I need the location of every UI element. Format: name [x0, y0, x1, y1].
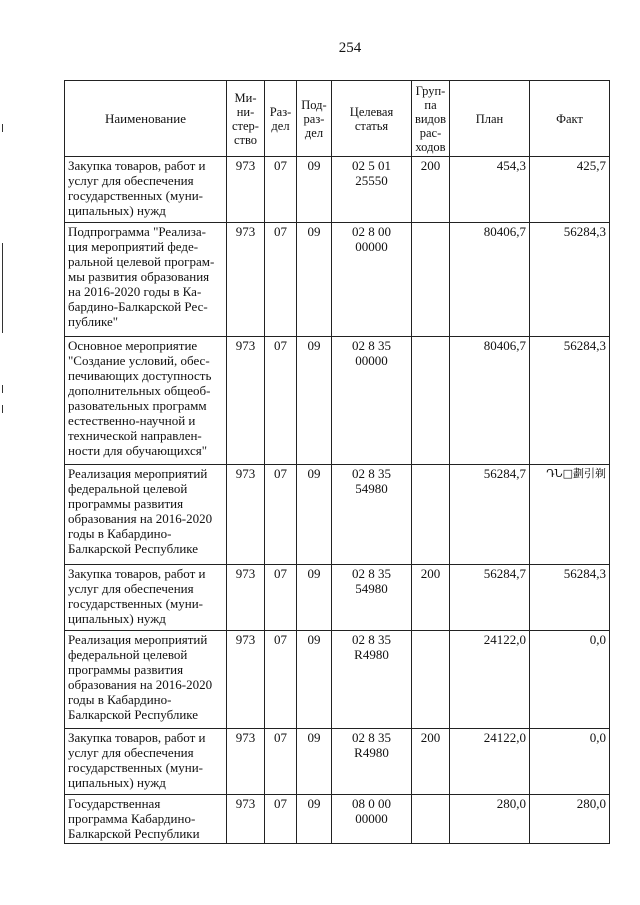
row-subsection: 09: [297, 465, 332, 565]
row-target: 02 8 35 00000: [332, 337, 412, 465]
margin-mark: [2, 405, 3, 413]
row-subsection: 09: [297, 631, 332, 729]
row-fact: 425,7: [530, 157, 610, 223]
row-plan: 56284,7: [450, 465, 530, 565]
row-fact: 0,0: [530, 631, 610, 729]
row-name: Подпрограмма "Реализа-ция мероприятий феде-ральной целевой програм-мы развития образования на 2016-2020 годы в Ка-бардино-Балкарской Рес-публике": [65, 223, 227, 337]
page-number: 254: [338, 40, 362, 56]
row-plan: 80406,7: [450, 223, 530, 337]
row-name: Закупка товаров, работ и услуг для обеспечения государственных (муни-ципальных) нужд: [65, 729, 227, 795]
row-subsection: 09: [297, 795, 332, 844]
row-fact: 56284,3: [530, 565, 610, 631]
row-ministry: 973: [227, 465, 265, 565]
row-subsection: 09: [297, 337, 332, 465]
row-plan: 280,0: [450, 795, 530, 844]
row-name: Закупка товаров, работ и услуг для обеспечения государственных (муни-ципальных) нужд: [65, 565, 227, 631]
row-name: Закупка товаров, работ и услуг для обеспечения государственных (муни-ципальных) нужд: [65, 157, 227, 223]
row-section: 07: [265, 465, 297, 565]
row-subsection: 09: [297, 157, 332, 223]
row-group: [412, 795, 450, 844]
margin-mark: [2, 385, 3, 393]
row-plan: 80406,7: [450, 337, 530, 465]
row-section: 07: [265, 337, 297, 465]
row-ministry: 973: [227, 795, 265, 844]
table-row: [65, 337, 610, 465]
row-subsection: 09: [297, 729, 332, 795]
row-target: 02 8 35 54980: [332, 465, 412, 565]
row-target: 02 5 01 25550: [332, 157, 412, 223]
row-group: 200: [412, 729, 450, 795]
row-section: 07: [265, 157, 297, 223]
row-section: 07: [265, 729, 297, 795]
row-section: 07: [265, 631, 297, 729]
row-name: Государственная программа Кабардино-Балкарской Республики: [65, 795, 227, 844]
row-section: 07: [265, 795, 297, 844]
row-subsection: 09: [297, 223, 332, 337]
header-fact: Факт: [530, 81, 610, 157]
row-target: 02 8 35 R4980: [332, 729, 412, 795]
margin-mark: [2, 243, 3, 333]
row-group: [412, 465, 450, 565]
row-plan: 24122,0: [450, 631, 530, 729]
header-ministry: Ми- ни- стер- ство: [227, 81, 265, 157]
header-plan: План: [450, 81, 530, 157]
row-group: 200: [412, 565, 450, 631]
row-group: [412, 337, 450, 465]
row-ministry: 973: [227, 337, 265, 465]
row-ministry: 973: [227, 729, 265, 795]
row-ministry: 973: [227, 223, 265, 337]
header-group: Груп- па видов рас- ходов: [412, 81, 450, 157]
row-target: 08 0 00 00000: [332, 795, 412, 844]
row-fact: 56284,3: [530, 223, 610, 337]
row-name: Основное мероприятие "Создание условий, обес-печивающих доступность дополнительных общеоб-разовательных программ естественно-научной и технической направлен-ности для обучающихся": [65, 337, 227, 465]
row-plan: 56284,7: [450, 565, 530, 631]
row-target: 02 8 35 R4980: [332, 631, 412, 729]
row-target: 02 8 35 54980: [332, 565, 412, 631]
row-fact: 0,0: [530, 729, 610, 795]
row-ministry: 973: [227, 157, 265, 223]
row-plan: 24122,0: [450, 729, 530, 795]
table-header-row: [65, 81, 610, 157]
row-section: 07: [265, 565, 297, 631]
row-name: Реализация мероприятий федеральной целевой программы развития образования на 2016-2020 годы в Кабардино-Балкарской Республике: [65, 465, 227, 565]
table-row: [65, 729, 610, 795]
table-row: [65, 223, 610, 337]
row-name: Реализация мероприятий федеральной целевой программы развития образования на 2016-2020 годы в Кабардино-Балкарской Республике: [65, 631, 227, 729]
row-group: [412, 223, 450, 337]
row-ministry: 973: [227, 565, 265, 631]
header-section: Раз- дел: [265, 81, 297, 157]
table-row: [65, 631, 610, 729]
budget-table: [64, 80, 610, 844]
row-target: 02 8 00 00000: [332, 223, 412, 337]
header-name: Наименование: [65, 81, 227, 157]
table-row: [65, 465, 610, 565]
row-fact: 280,0: [530, 795, 610, 844]
header-subsection: Под- раз- дел: [297, 81, 332, 157]
row-fact: ԴՆ□劃引剃: [530, 465, 610, 565]
row-fact: 56284,3: [530, 337, 610, 465]
row-group: 200: [412, 157, 450, 223]
row-subsection: 09: [297, 565, 332, 631]
table-row: [65, 795, 610, 844]
margin-mark: [2, 124, 3, 132]
row-section: 07: [265, 223, 297, 337]
header-target: Целевая статья: [332, 81, 412, 157]
row-ministry: 973: [227, 631, 265, 729]
row-group: [412, 631, 450, 729]
row-plan: 454,3: [450, 157, 530, 223]
table-row: [65, 157, 610, 223]
table-row: [65, 565, 610, 631]
